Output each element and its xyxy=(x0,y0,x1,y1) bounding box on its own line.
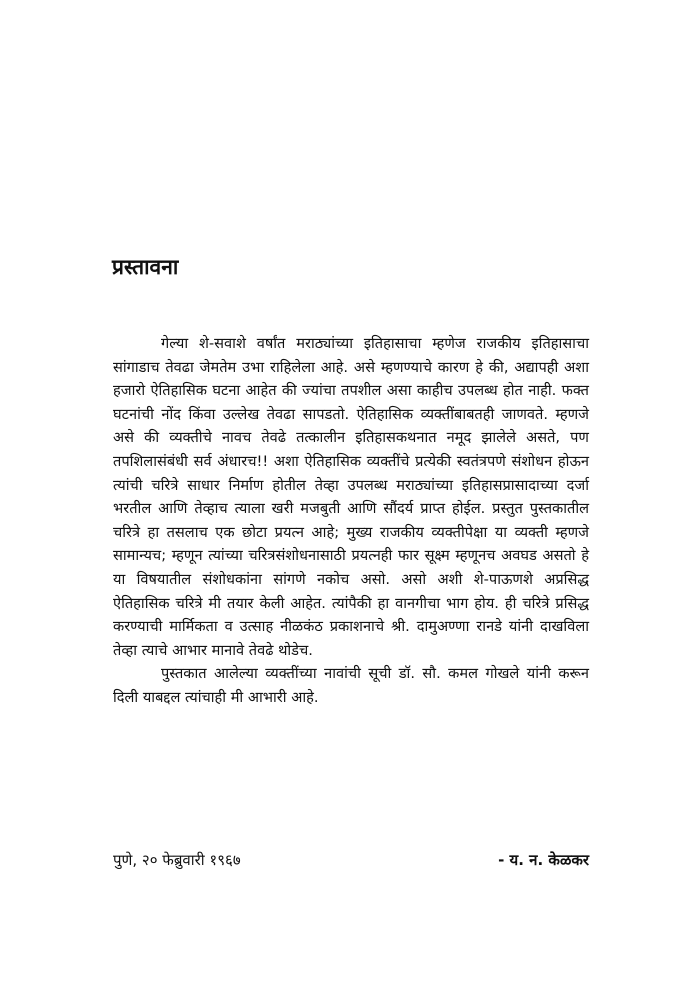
paragraph-1: गेल्या शे-सवाशे वर्षांत मराठ्यांच्या इतिहासाचा म्हणेज राजकीय इतिहासाचा सांगाडाच तेवढा जेमतेम उभा राहिलेला आहे. असे म्हणण्याचे कारण हे की, अद्यापही अशा हजारो ऐतिहासिक घटना आहेत की ज्यांचा तपशील असा काहीच उपलब्ध होत नाही. फक्त घटनांची नोंद किंवा उल्लेख तेवढा सापडतो. ऐतिहासिक व्यक्तींबाबतही जाणवते. म्हणजे असे की व्यक्तीचे नावच तेवढे तत्कालीन इतिहासकथनात नमूद झालेले असते, पण तपशिलासंबंधी सर्व अंधारच!! अशा ऐतिहासिक व्यक्तींचे प्रत्येकी स्वतंत्रपणे संशोधन होऊन त्यांची चरित्रे साधार निर्माण होतील तेव्हा उपलब्ध मराठ्यांच्या इतिहासप्रासादाच्या दर्जा भरतील आणि तेव्हाच त्याला खरी मजबुती आणि सौंदर्य प्राप्त होईल. प्रस्तुत पुस्तकातील चरित्रे हा तसलाच एक छोटा प्रयत्न आहे; मुख्य राजकीय व्यक्तीपेक्षा या व्यक्ती म्हणजे सामान्यच; म्हणून त्यांच्या चरित्रसंशोधनासाठी प्रयत्नही फार सूक्ष्म म्हणूनच अवघड असतो हे या विषयातील संशोधकांना सांगणे नकोच असो. असो अशी शे-पाऊणशे अप्रसिद्ध ऐतिहासिक चरित्रे मी तयार केली आहेत. त्यांपैकी हा वानगीचा भाग होय. ही चरित्रे प्रसिद्ध करण्याची मार्मिकता व उत्साह नीळकंठ प्रकाशनाचे श्री. दामुअण्णा रानडे यांनी दाखविला तेव्हा त्याचे आभार मानावे तेवढे थोडेच. xyxy=(113,335,589,659)
place-date: पुणे, २० फेब्रुवारी १९६७ xyxy=(113,851,241,869)
paragraph-2: पुस्तकात आलेल्या व्यक्तींच्या नावांची सूची डॉ. सौ. कमल गोखले यांनी करून दिली याबद्दल त्यांचाही मी आभारी आहे. xyxy=(113,665,589,706)
author-signature: - य. न. केळकर xyxy=(498,851,589,869)
page-title: प्रस्तावना xyxy=(112,255,179,279)
signature-row xyxy=(113,847,589,873)
preface-body xyxy=(113,332,589,710)
